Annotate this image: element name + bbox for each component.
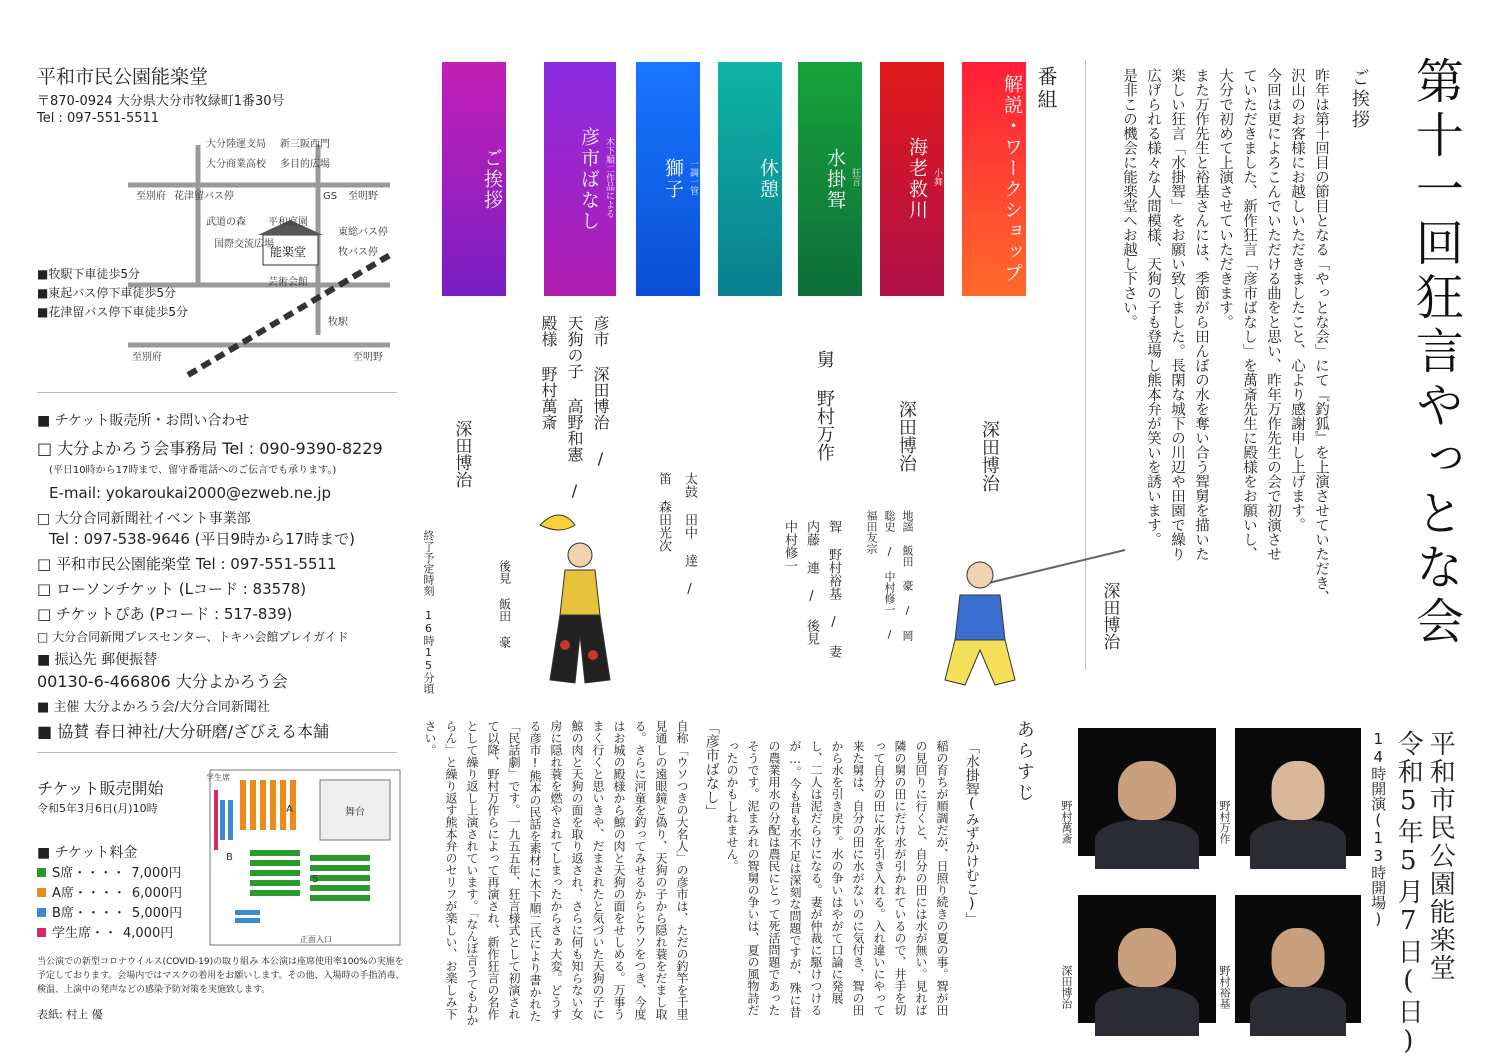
credit: 表紙: 村上 優 — [37, 1008, 103, 1021]
ticket-line: ■ 主催 大分よかろう会/大分合同新聞社 — [37, 700, 270, 715]
ticket-line: □ 大分よかろう会事務局 Tel : 090-9390-8229 — [37, 439, 383, 458]
program-bar-kyukei: 休憩 — [718, 62, 782, 296]
photo-fukada-hiroji — [1078, 895, 1216, 1023]
photo-caption: 深田博治 — [1060, 965, 1073, 1009]
cast-shishi: 太鼓 田中 達 / 笛 森田光次 — [656, 472, 697, 597]
program-bar-kaisetsu: 解説・ワークショップ — [962, 62, 1026, 296]
map-label: 武道の森 — [206, 217, 246, 228]
divider — [37, 752, 397, 753]
ticket-line: □ チケットぴあ (Pコード : 517-839) — [37, 605, 293, 623]
map-label: 新三阪西門 — [280, 139, 330, 150]
photo-caption: 野村万作 — [1218, 800, 1231, 844]
map-label: 大分陸運支局 — [206, 139, 266, 150]
cast-komai-jiutai: 地謡 飯田 豪 / 岡 聡史 / 中村修一 / 福田友宗 — [865, 510, 914, 641]
greeting-line: ていただきました、新作狂言「彦市ばなし」を萬斎先生に殿様をお願いし、 — [1241, 68, 1257, 561]
ticket-line: □ 平和市民公園能楽堂 Tel : 097-551-5511 — [37, 555, 337, 573]
sale-date: 令和5年3月6日(月)10時 — [37, 802, 158, 815]
map-label: 多目的広場 — [280, 159, 330, 170]
cast-komai: 深田博治 — [895, 400, 917, 472]
greeting-line: 沢山のお客様にお越しいただきましたこと、心より感謝申し上げます。 — [1289, 68, 1305, 532]
cast-hikoichi: 彦市 深田博治 / 天狗の子 高野和憲 / 殿様 野村萬斎 — [539, 315, 610, 500]
covid-note: 当公演での新型コロナウイルス(COVID-19)の取り組み 本公演は座席使用率100%の実施を予定しております。会場内ではマスクの着用をお願いします。その他、入場時の手指消毒、検温、上演中の発声などの感染予防対策を実施致します。 — [37, 957, 405, 995]
seat-label: 舞台 — [345, 807, 365, 818]
cast-kyogen: 舅 野村万作 — [813, 350, 835, 461]
cast-kaisetsu: 深田博治 — [978, 420, 1000, 492]
price-row: A席・・・・ 6,000円 — [37, 884, 182, 904]
cast-hikoichi-koken: 後見 飯田 豪 — [497, 560, 512, 648]
illustration-hikoichi — [535, 505, 625, 695]
ticket-line: ■ 協賛 春日神社/大分研磨/ざびえる本舗 — [37, 722, 330, 741]
price-row: 学生席・・ 4,000円 — [37, 924, 182, 944]
cast-aisatsu: 深田博治 — [451, 420, 472, 488]
program-bar-aisatsu: ご挨拶 — [442, 62, 506, 296]
synopsis-hikoichi-text: 自称「ウソつきの大名人」の彦市は、ただの釣竿を千里見通しの遠眼鏡と偽り、天狗の子から隠れ蓑をだまし取る。さらに河童を釣ってみせるからとウソをつき、今度はお城の殿様から鯨の肉と天狗の面をせしめる。万事うまく行くと思いきや、だまされたと気づいた天狗の子に鯨の肉と天狗の面を取り返され、さらに何も知らない女房に隠れ蓑を燃やされてしまったからさぁ大変。どうする彦市!熊本の民話を素材に木下順二氏により書かれた「民話劇」です。一九五五年、狂言様式として初演されて以降、野村万作らによって再演され、新作狂言の名作として繰り返し上演されています。「なんぼ言うてもわからん」と繰り返す熊本弁のセリフが楽しい、お楽しみ下さい。 — [423, 720, 689, 1026]
greeting-line: また万作先生と裕基さんには、季節がら田んぼの水を奪い合う聟舅を描いた — [1193, 68, 1209, 561]
venue-name-left: 平和市民公園能楽堂 — [37, 66, 209, 88]
map-label: 芸術会館 — [268, 277, 308, 288]
ticket-line: E-mail: yokaroukai2000@ezweb.ne.jp — [49, 484, 332, 502]
greeting-signature: 深田博治 — [1099, 582, 1120, 650]
seat-label: 正面入口 — [300, 935, 332, 944]
ticket-line: 00130-6-466806 大分よかろう会 — [37, 672, 288, 691]
access-item: ■牧駅下車徒歩5分 — [37, 267, 140, 281]
sale-title: チケット販売開始 — [37, 779, 164, 798]
seat-label: 学生席 — [206, 773, 230, 782]
synopsis-mizukake-title: 「水掛聟(みずかけむこ)」 — [963, 740, 980, 926]
greeting-line: 楽しい狂言「水掛聟」をお願い致しました。長閑な城下の川辺や田園で繰り — [1169, 68, 1185, 561]
venue-name: 平和市民公園能楽堂 — [1425, 730, 1456, 982]
map-label: 平和庭園 — [268, 217, 308, 228]
price-row: B席・・・・ 5,000円 — [37, 904, 182, 924]
map-label: 至明野 — [348, 191, 378, 202]
photo-caption: 野村裕基 — [1218, 965, 1231, 1009]
program-heading: 番組 — [1034, 66, 1058, 112]
seat-map — [200, 760, 405, 950]
program-bar-hikoichi: 木下順二作品による 彦市ばなし — [544, 62, 616, 296]
ticket-line: □ ローソンチケット (Lコード : 83578) — [37, 580, 307, 598]
greeting-line: 今回は更によろこんでいただける曲をと思い、昨年万作先生の会で初演させ — [1265, 68, 1281, 561]
greeting-line: 是非この機会に能楽堂へお越し下さい。 — [1121, 68, 1137, 329]
access-item: ■東起バス停下車徒歩5分 — [37, 286, 176, 300]
synopsis-hikoichi-title: 「彦市ばなし」 — [703, 720, 720, 818]
ticket-line: □ 大分合同新聞プレスセンター、トキハ会館プレイガイド — [37, 630, 349, 644]
greeting-line: 広げられる様々な人間模様、天狗の子も登場し熊本弁が笑いを誘います。 — [1145, 68, 1161, 547]
ticket-line: ■ 振込先 郵便振替 — [37, 652, 158, 668]
map-label: 大分商業高校 — [206, 159, 266, 170]
map-label: 能楽堂 — [270, 245, 307, 259]
map-label: 国際交流広場 — [214, 239, 274, 250]
map-label: GS — [323, 191, 338, 202]
program-bar-shishi: 一調一管 獅子 — [636, 62, 700, 296]
seat-label: S — [312, 874, 319, 885]
map-label: 牧駅 — [328, 317, 348, 328]
map-label: 東総バス停 — [338, 227, 388, 238]
ticket-info — [37, 410, 402, 742]
access-item: ■花津留バス停下車徒歩5分 — [37, 305, 188, 319]
map-label: 至別府 — [132, 352, 162, 363]
cast-kyogen-extra: 聟 野村裕基 / 妻 内藤 連 / 後見 中村修一 — [782, 520, 841, 658]
photo-nomura-yuki — [1235, 895, 1361, 1023]
map-label: 花津留バス停 — [174, 191, 234, 202]
end-time: 終了予定時刻 16時15分頃 — [422, 530, 436, 694]
price-list — [37, 864, 182, 944]
ticket-line: (平日10時から17時まで、留守番電話へのご伝言でも承ります。) — [49, 465, 337, 476]
program-bar-kyogen: 狂言 水掛聟 — [798, 62, 862, 296]
synopsis-mizukake-text: 稲の育ちが順調だが、日照り続きの夏の事。聟が田の見回りに行くと、自分の田には水が無い。見れば隣の舅の田にだけ水が引かれているので、井手を切って自分の田に水を引き入れる。入れ違いにやって来た舅は、自分の田に水がないのに気付き、聟の田から水を引き戻す。水の争いはやがて口論に発展し、二人は泥だらけになる。妻が仲裁に駆けつけるが…。今も昔も水不足は深刻な問題ですが、殊に昔の農業用水の分配は農民にとって死活問題であったそうです。泥まみれの聟舅の争いは、夏の風物詩だったのかもしれません。 — [725, 740, 949, 1018]
seat-label: B — [226, 852, 233, 863]
seat-label: A — [286, 804, 293, 815]
greeting-line: 昨年は第十回目の節目となる「やっとな会」にて『釣狐』を上演させていただき、 — [1313, 68, 1329, 605]
photo-caption: 野村萬斎 — [1060, 800, 1073, 844]
price-row: S席・・・・ 7,000円 — [37, 864, 182, 884]
ticket-line: Tel : 097-538-9646 (平日9時から17時まで) — [49, 530, 355, 548]
greeting-body — [1121, 68, 1333, 668]
price-heading: ■ チケット料金 — [37, 845, 138, 861]
photo-nomura-mansai — [1078, 728, 1216, 856]
greeting-heading: ご挨拶 — [1348, 68, 1370, 131]
program-bar-komai: 小舞 海老救川 — [880, 62, 944, 296]
access-list — [37, 265, 188, 322]
map-label: 至別府 — [136, 191, 166, 202]
ticket-heading: ■ チケット販売所・お問い合わせ — [37, 413, 250, 429]
synopsis-heading: あらすじ — [1013, 720, 1035, 804]
map-label: 牧バス停 — [338, 247, 378, 258]
greeting-line: 大分で初めて上演させていただきます。 — [1217, 68, 1233, 329]
venue-address: 〒870-0924 大分県大分市牧緑町1番30号 — [37, 94, 285, 109]
divider — [37, 392, 397, 393]
photo-nomura-mansaku — [1235, 728, 1361, 856]
illustration-mizukake — [920, 545, 1130, 695]
map-label: 至明野 — [353, 352, 383, 363]
event-time: 14時開演(13時開場) — [1369, 730, 1388, 928]
access-map — [128, 135, 390, 375]
ticket-line: □ 大分合同新聞社イベント事業部 — [37, 511, 251, 527]
venue-tel: Tel : 097-551-5511 — [37, 111, 160, 126]
main-title: 第十一回狂言やっとな会 — [1407, 56, 1464, 650]
event-date: 令和5年5月7日(日) — [1393, 730, 1424, 1058]
